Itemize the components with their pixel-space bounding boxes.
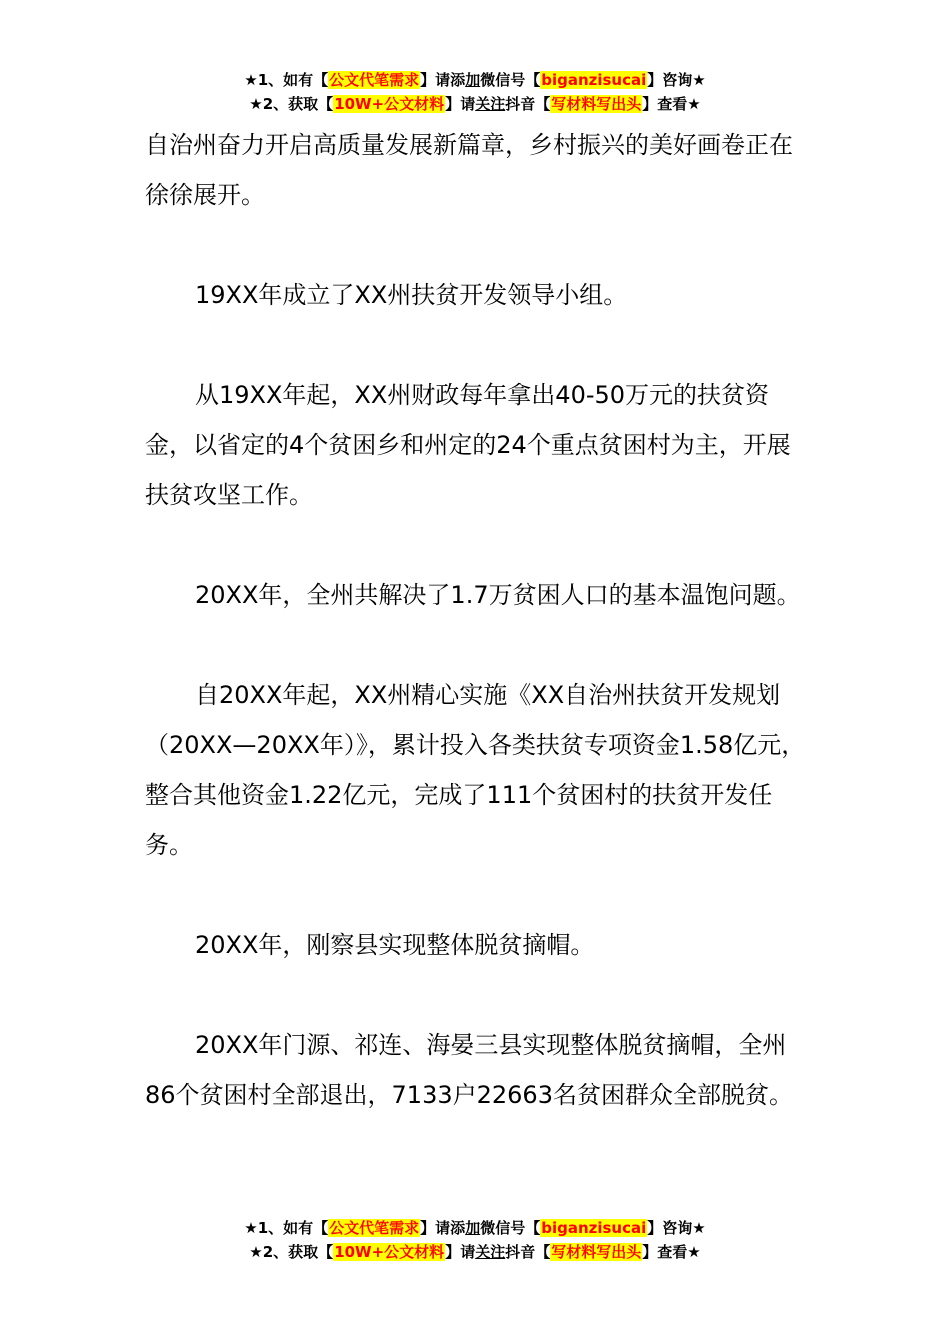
banner-highlight-materials: 10W+公文材料 <box>334 1243 445 1261</box>
paragraph: 19XX年成立了XX州扶贫开发领导小组。 <box>195 281 628 309</box>
banner-highlight-materials: 10W+公文材料 <box>334 95 445 113</box>
banner-line-1-suffix: 】咨询★ <box>647 71 706 89</box>
document-body <box>145 120 810 1170</box>
banner-line-2-suffix: 】查看★ <box>642 1243 701 1261</box>
banner-highlight-wechat-id: biganzisucai <box>541 71 647 89</box>
banner-highlight-service: 公文代笔需求 <box>329 1219 420 1237</box>
paragraph-continued: 自治州奋力开启高质量发展新篇章，乡村振兴的美好画卷正在徐徐展开。 <box>145 131 793 209</box>
banner-line-1 <box>0 1216 950 1240</box>
banner-line-2 <box>0 1240 950 1264</box>
banner-line-1-underlined: 加 <box>465 71 481 89</box>
banner-line-1-prefix: ★1、如有【 <box>244 1219 329 1237</box>
banner-line-1 <box>0 68 950 92</box>
footer-banner <box>0 1216 950 1264</box>
banner-highlight-douyin-id: 写材料写出头 <box>551 95 642 113</box>
banner-line-1-prefix: ★1、如有【 <box>244 71 329 89</box>
banner-line-1-mid: 】请添 <box>420 71 466 89</box>
paragraph: 20XX年，刚察县实现整体脱贫摘帽。 <box>195 931 595 959</box>
banner-line-2-prefix: ★2、获取【 <box>249 95 334 113</box>
banner-line-2-underlined: 关注 <box>475 1243 506 1261</box>
banner-line-1-mid2: 微信号【 <box>480 1219 541 1237</box>
banner-line-2-mid2: 抖音【 <box>505 95 551 113</box>
paragraph: 20XX年，全州共解决了1.7万贫困人口的基本温饱问题。 <box>195 581 801 609</box>
banner-line-2-mid: 】请 <box>445 95 476 113</box>
banner-line-2-prefix: ★2、获取【 <box>249 1243 334 1261</box>
banner-line-2-underlined: 关注 <box>475 95 506 113</box>
banner-line-1-underlined: 加 <box>465 1219 481 1237</box>
banner-line-1-suffix: 】咨询★ <box>647 1219 706 1237</box>
banner-highlight-douyin-id: 写材料写出头 <box>551 1243 642 1261</box>
banner-line-2-mid2: 抖音【 <box>505 1243 551 1261</box>
banner-line-2 <box>0 92 950 116</box>
banner-highlight-service: 公文代笔需求 <box>329 71 420 89</box>
banner-highlight-wechat-id: biganzisucai <box>541 1219 647 1237</box>
banner-line-2-suffix: 】查看★ <box>642 95 701 113</box>
banner-line-2-mid: 】请 <box>445 1243 476 1261</box>
paragraph: 自20XX年起，XX州精心实施《XX自治州扶贫开发规划（20XX—20XX年）》，累计投入各类扶贫专项资金1.58亿元，整合其他资金1.22亿元，完成了111个贫困村的扶贫开发任务。 <box>145 681 806 859</box>
header-banner <box>0 68 950 116</box>
banner-line-1-mid2: 微信号【 <box>480 71 541 89</box>
banner-line-1-mid: 】请添 <box>420 1219 466 1237</box>
paragraph: 20XX年门源、祁连、海晏三县实现整体脱贫摘帽，全州86个贫困村全部退出，7133户22663名贫困群众全部脱贫。 <box>145 1031 793 1109</box>
paragraph: 从19XX年起，XX州财政每年拿出40-50万元的扶贫资金，以省定的4个贫困乡和州定的24个重点贫困村为主，开展扶贫攻坚工作。 <box>145 381 791 509</box>
